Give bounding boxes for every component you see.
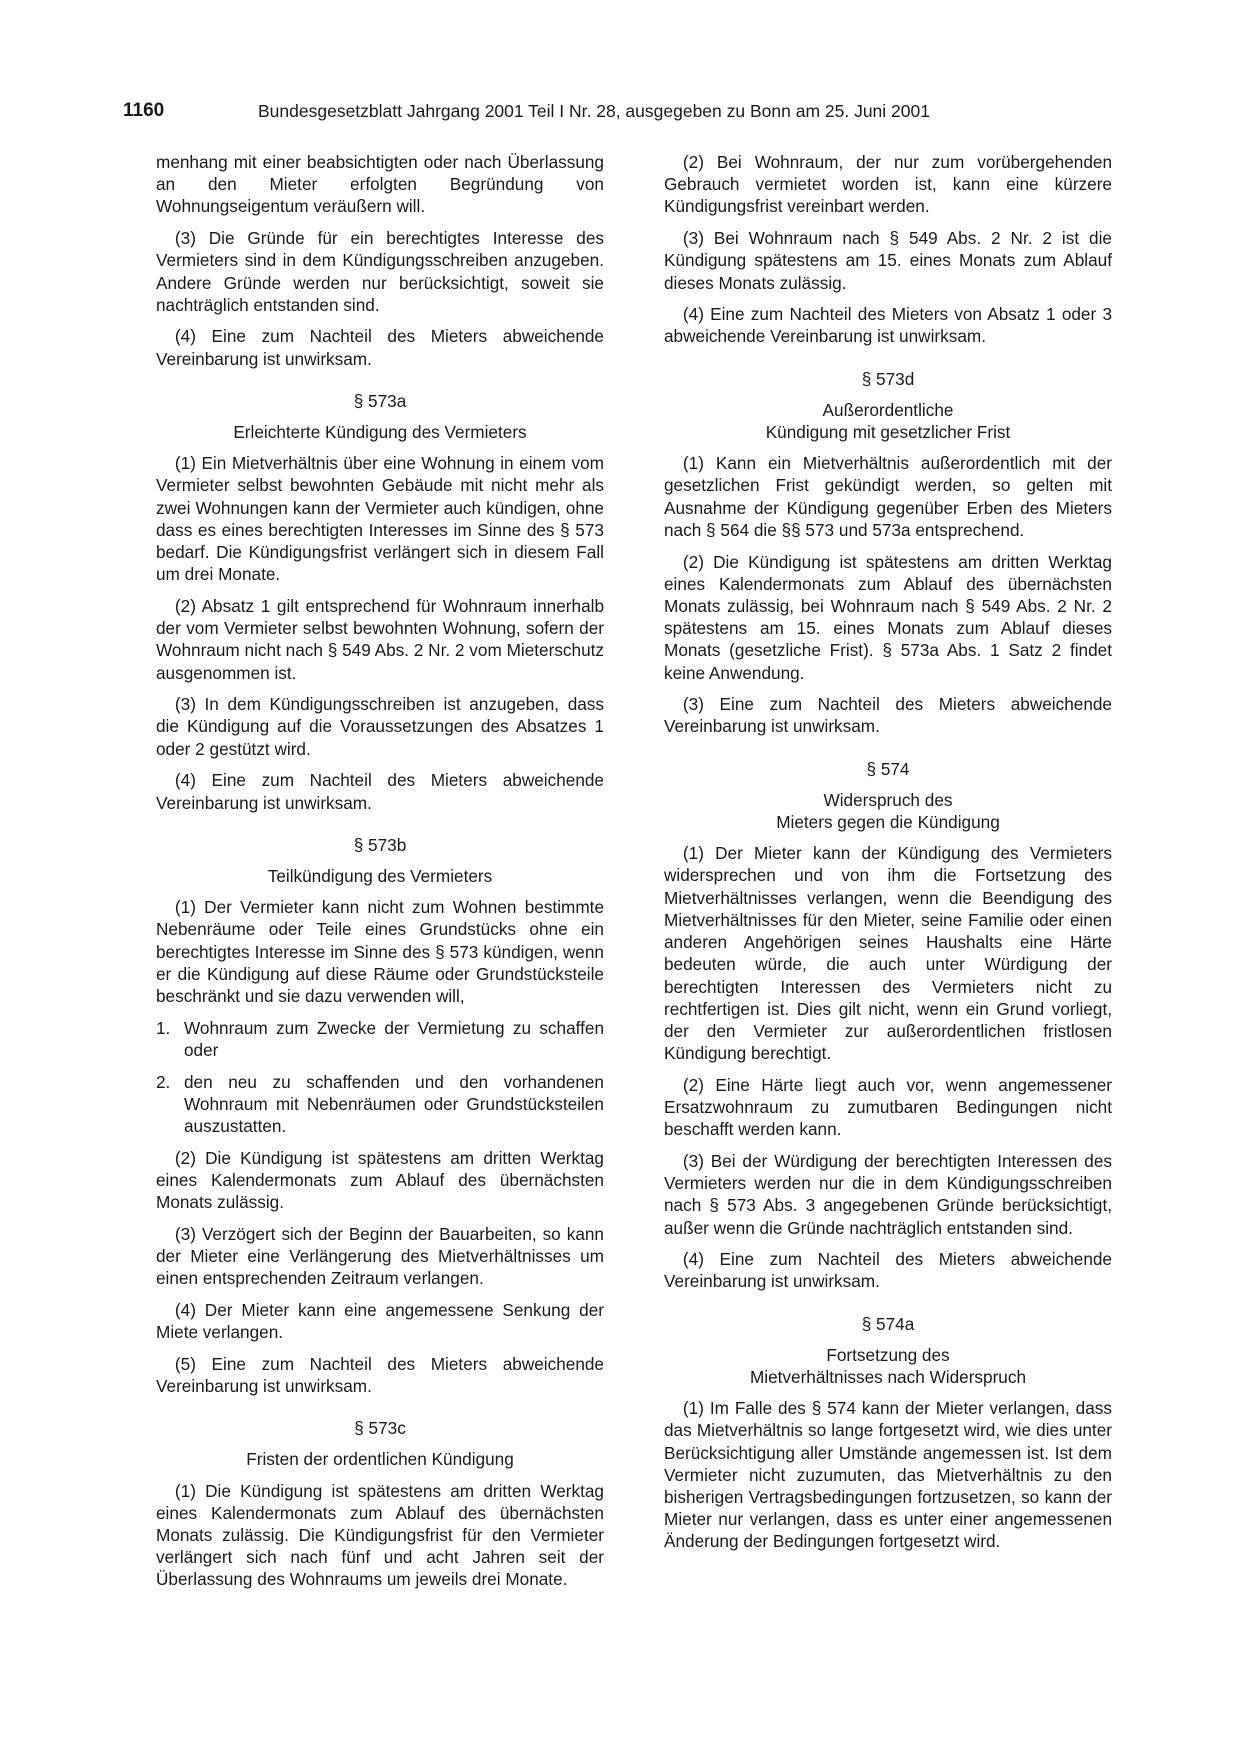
section-title-line: Mieters gegen die Kündigung [776, 812, 1000, 833]
section-title [664, 1344, 1112, 1388]
section-number: § 573d [861, 368, 915, 389]
list-item [156, 1017, 604, 1061]
list-item-text: den neu zu schaffenden und den vorhandenen Wohnraum mit Nebenräumen oder Grundstücksteilen auszustatten. [184, 1071, 604, 1137]
section-title-line: Außerordentliche [822, 399, 954, 420]
paragraph: (5) Eine zum Nachteil des Mieters abweichende Vereinbarung ist unwirksam. [156, 1353, 604, 1397]
section-number: § 573c [354, 1418, 406, 1439]
list-item-number: 2. [156, 1071, 171, 1092]
paragraph: (4) Eine zum Nachteil des Mieters abweichende Vereinbarung ist unwirksam. [156, 770, 604, 813]
paragraph: (3) In dem Kündigungsschreiben ist anzugeben, dass die Kündigung auf die Voraussetzungen des Absatzes 1 oder 2 gestützt wird. [156, 694, 604, 759]
paragraph: (2) Die Kündigung ist spätestens am dritten Werktag eines Kalendermonats zum Ablauf des übernächsten Monats zulässig. [156, 1147, 604, 1213]
paragraph: (3) Bei Wohnraum nach § 549 Abs. 2 Nr. 2 ist die Kündigung spätestens am 15. eines Monats zum Ablauf dieses Monats zulässig. [664, 228, 1112, 293]
paragraph: (1) Der Vermieter kann nicht zum Wohnen bestimmte Nebenräume oder Teile eines Grundstücks ohne ein berechtigtes Interesse im Sinne des § 573 kündigen, wenn er die Kündigung auf diese Räume oder Grundstücksteile beschränkt und sie dazu verwenden will, [156, 897, 604, 1006]
left-column [156, 151, 604, 1600]
paragraph: (3) Die Gründe für ein berechtigtes Interesse des Vermieters sind in dem Kündigungsschreiben anzugeben. Andere Gründe werden nur berücksichtigt, soweit sie nachträglich entstanden sind. [156, 228, 604, 315]
section-title [664, 789, 1112, 833]
page-header [123, 99, 983, 129]
paragraph: (1) Im Falle des § 574 kann der Mieter verlangen, dass das Mietverhältnis so lange fortgesetzt wird, wie dies unter Berücksichtigung aller Umstände angemessen ist. Ist dem Vermieter nicht zuzumuten, das Mietverhältnis zu den bisherigen Vertragsbedingungen fortzusetzen, so kann der Mieter nur verlangen, dass es unter einer angemessenen Änderung der Bedingungen fortgesetzt wird. [664, 1398, 1112, 1552]
list-item-number: 1. [156, 1017, 171, 1038]
paragraph: (2) Bei Wohnraum, der nur zum vorübergehenden Gebrauch vermietet worden ist, kann eine kürzere Kündigungsfrist vereinbart werden. [664, 152, 1112, 217]
section-number: § 574a [861, 1313, 915, 1334]
section-title: Erleichterte Kündigung des Vermieters [233, 422, 527, 443]
page-number: 1160 [123, 100, 165, 121]
paragraph: (1) Der Mieter kann der Kündigung des Vermieters widersprechen und von ihm die Fortsetzung des Mietverhältnisses verlangen, wenn die Beendigung des Mietverhältnisses für den Mieter, seine Familie oder einen anderen Angehörigen seines Haushalts eine Härte bedeuten würde, die auch unter Würdigung der berechtigten Interessen des Vermieters nicht zu rechtfertigen ist. Dies gilt nicht, wenn ein Grund vorliegt, der den Vermieter zur außerordentlichen fristlosen Kündigung berechtigt. [664, 843, 1112, 1064]
paragraph: (4) Eine zum Nachteil des Mieters von Absatz 1 oder 3 abweichende Vereinbarung ist unwirksam. [664, 304, 1112, 347]
section-title-line: Widerspruch des [823, 789, 953, 810]
paragraph: (3) Bei der Würdigung der berechtigten Interessen des Vermieters werden nur die in dem Kündigungsschreiben nach § 573 Abs. 3 angegebenen Gründe berücksichtigt, außer wenn die Gründe nachträglich entstanden sind. [664, 1150, 1112, 1238]
paragraph: (1) Kann ein Mietverhältnis außerordentlich mit der gesetzlichen Frist gekündigt werden, so gelten mit Ausnahme der Kündigung gegenüber Erben des Mieters nach § 564 die §§ 573 und 573a entsprechend. [664, 453, 1112, 540]
section-number: § 573a [353, 390, 407, 411]
list-item-text: Wohnraum zum Zwecke der Vermietung zu schaffen oder [184, 1017, 604, 1060]
section-title: Teilkündigung des Vermieters [267, 865, 493, 886]
paragraph: (3) Eine zum Nachteil des Mieters abweichende Vereinbarung ist unwirksam. [664, 694, 1112, 737]
right-column [664, 151, 1112, 1562]
numbered-list [156, 1017, 604, 1138]
section-title-line: Fortsetzung des [826, 1344, 950, 1365]
paragraph: (4) Eine zum Nachteil des Mieters abweichende Vereinbarung ist unwirksam. [156, 326, 604, 369]
paragraph: (2) Eine Härte liegt auch vor, wenn angemessener Ersatzwohnraum zu zumutbaren Bedingungen nicht beschafft werden kann. [664, 1074, 1112, 1140]
section-title-line: Mietverhältnisses nach Widerspruch [749, 1367, 1027, 1388]
gazette-title: Bundesgesetzblatt Jahrgang 2001 Teil I Nr. 28, ausgegeben zu Bonn am 25. Juni 2001 [258, 101, 930, 121]
section-title-line: Kündigung mit gesetzlicher Frist [765, 422, 1011, 443]
paragraph: (1) Die Kündigung ist spätestens am dritten Werktag eines Kalendermonats zum Ablauf des übernächsten Monats zulässig. Die Kündigungsfrist für den Vermieter verlängert sich nach fünf und acht Jahren seit der Überlassung des Wohnraums um jeweils drei Monate. [156, 1480, 604, 1590]
paragraph: (4) Eine zum Nachteil des Mieters abweichende Vereinbarung ist unwirksam. [664, 1249, 1112, 1292]
list-item [156, 1071, 604, 1138]
section-number: § 573b [353, 834, 407, 855]
paragraph: (1) Ein Mietverhältnis über eine Wohnung in einem vom Vermieter selbst bewohnten Gebäude mit nicht mehr als zwei Wohnungen kann der Vermieter auch kündigen, ohne dass es eines berechtigten Interesses im Sinne des § 573 bedarf. Die Kündigungsfrist verlängert sich in diesem Fall um drei Monate. [156, 453, 604, 585]
section-title: Fristen der ordentlichen Kündigung [246, 1449, 514, 1470]
paragraph: menhang mit einer beabsichtigten oder nach Überlassung an den Mieter erfolgten Begründung von Wohnungseigentum veräußern will. [156, 152, 604, 217]
paragraph: (3) Verzögert sich der Beginn der Bauarbeiten, so kann der Mieter eine Verlängerung des Mietverhältnisses um einen entsprechenden Zeitraum verlangen. [156, 1223, 604, 1289]
section-number: § 574 [866, 758, 910, 779]
paragraph: (2) Absatz 1 gilt entsprechend für Wohnraum innerhalb der vom Vermieter selbst bewohnten Wohnung, sofern der Wohnraum nicht nach § 549 Abs. 2 Nr. 2 vom Mieterschutz ausgenommen ist. [156, 595, 604, 683]
paragraph: (4) Der Mieter kann eine angemessene Senkung der Miete verlangen. [156, 1299, 604, 1343]
paragraph: (2) Die Kündigung ist spätestens am dritten Werktag eines Kalendermonats zum Ablauf des übernächsten Monats zulässig, bei Wohnraum nach § 549 Abs. 2 Nr. 2 spätestens am 15. eines Monats zum Ablauf dieses Monats (gesetzliche Frist). § 573a Abs. 1 Satz 2 findet keine Anwendung. [664, 551, 1112, 683]
section-title [664, 399, 1112, 443]
